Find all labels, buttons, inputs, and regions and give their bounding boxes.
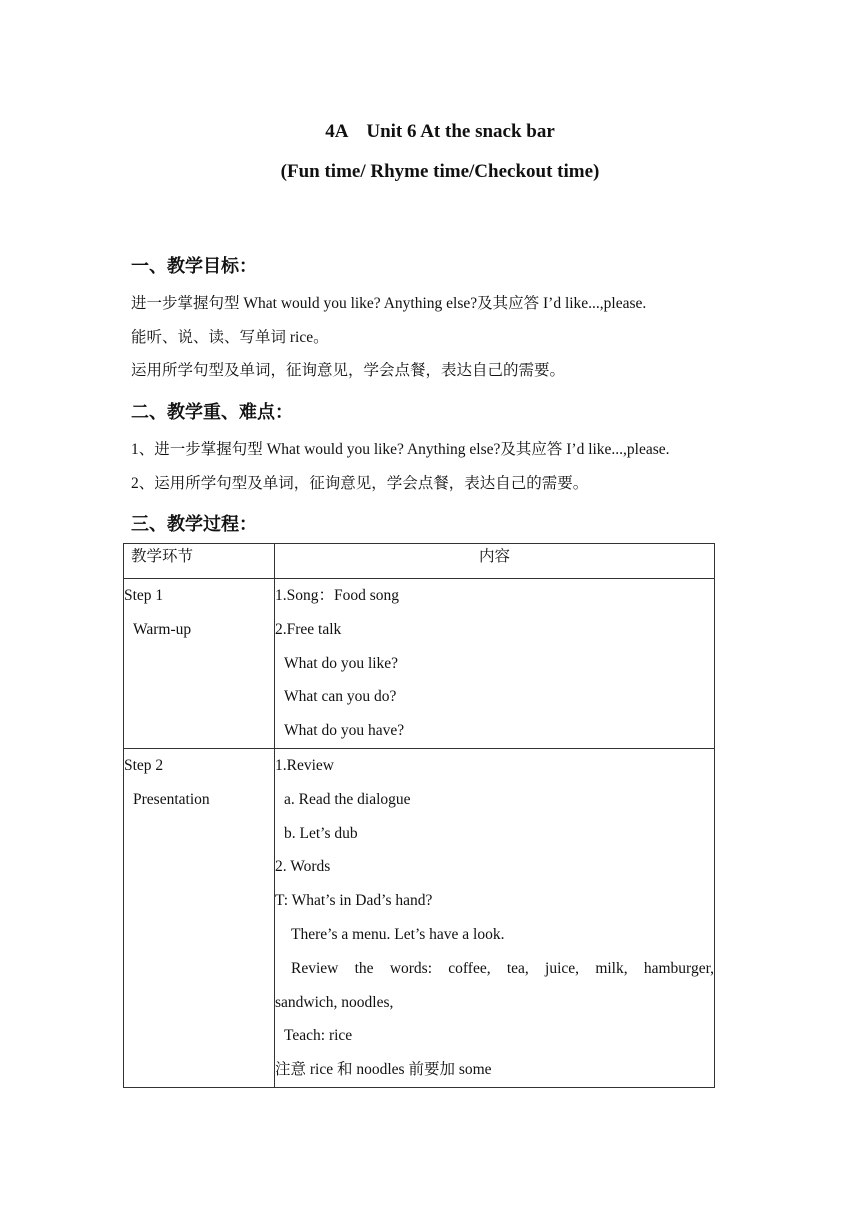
content-line: 1.Review <box>275 756 334 774</box>
step-label: Step 2 <box>124 756 164 774</box>
table-header-row <box>124 544 715 579</box>
content-line: a. Read the dialogue <box>284 790 411 808</box>
objective-line-2: 能听、说、读、写单词 rice。 <box>131 329 329 346</box>
content-cell <box>275 579 715 749</box>
key-point-line-1: 1、进一步掌握句型 What would you like? Anything else?及其应答 I’d like...,please. <box>131 441 670 458</box>
step-cell <box>124 748 275 1087</box>
content-line: What do you like? <box>284 654 399 672</box>
content-line: sandwich, noodles, <box>275 993 394 1011</box>
table-row-step-2 <box>124 748 715 1087</box>
step-phase: Warm-up <box>133 620 192 638</box>
section-heading-objectives: 一、教学目标： <box>131 256 257 277</box>
content-line: b. Let’s dub <box>284 824 358 842</box>
content-cell <box>275 748 715 1087</box>
content-line: Review the words: coffee, tea, juice, milk, hamburger, <box>291 959 714 977</box>
table-row-step-1 <box>124 579 715 749</box>
section-heading-key-points: 二、教学重、难点： <box>131 402 293 423</box>
content-line: What can you do? <box>284 688 397 706</box>
section-heading-process: 三、教学过程： <box>131 514 257 535</box>
header-content: 内容 <box>275 544 715 579</box>
document-subtitle: (Fun time/ Rhyme time/Checkout time) <box>280 161 600 182</box>
step-label: Step 1 <box>124 587 164 604</box>
teaching-process-table <box>123 543 715 1088</box>
content-line: There’s a menu. Let’s have a look. <box>291 925 505 943</box>
key-point-line-2: 2、运用所学句型及单词，征询意见，学会点餐，表达自己的需要。 <box>131 475 589 492</box>
header-stage: 教学环节 <box>124 544 275 579</box>
step-cell <box>124 579 275 749</box>
content-line: What do you have? <box>284 722 405 740</box>
content-line: 注意 rice 和 noodles 前要加 some <box>275 1061 492 1079</box>
content-line: 2. Words <box>275 858 331 876</box>
step-phase: Presentation <box>133 790 210 808</box>
objective-line-3: 运用所学句型及单词，征询意见，学会点餐，表达自己的需要。 <box>131 362 566 379</box>
objective-line-1: 进一步掌握句型 What would you like? Anything else?及其应答 I’d like...,please. <box>131 295 647 312</box>
content-line: Teach: rice <box>284 1027 353 1045</box>
content-line: 1.Song：Food song <box>275 587 400 604</box>
content-line: 2.Free talk <box>275 620 342 638</box>
content-line: T: What’s in Dad’s hand? <box>275 892 433 910</box>
document-title: 4A Unit 6 At the snack bar <box>325 121 555 142</box>
